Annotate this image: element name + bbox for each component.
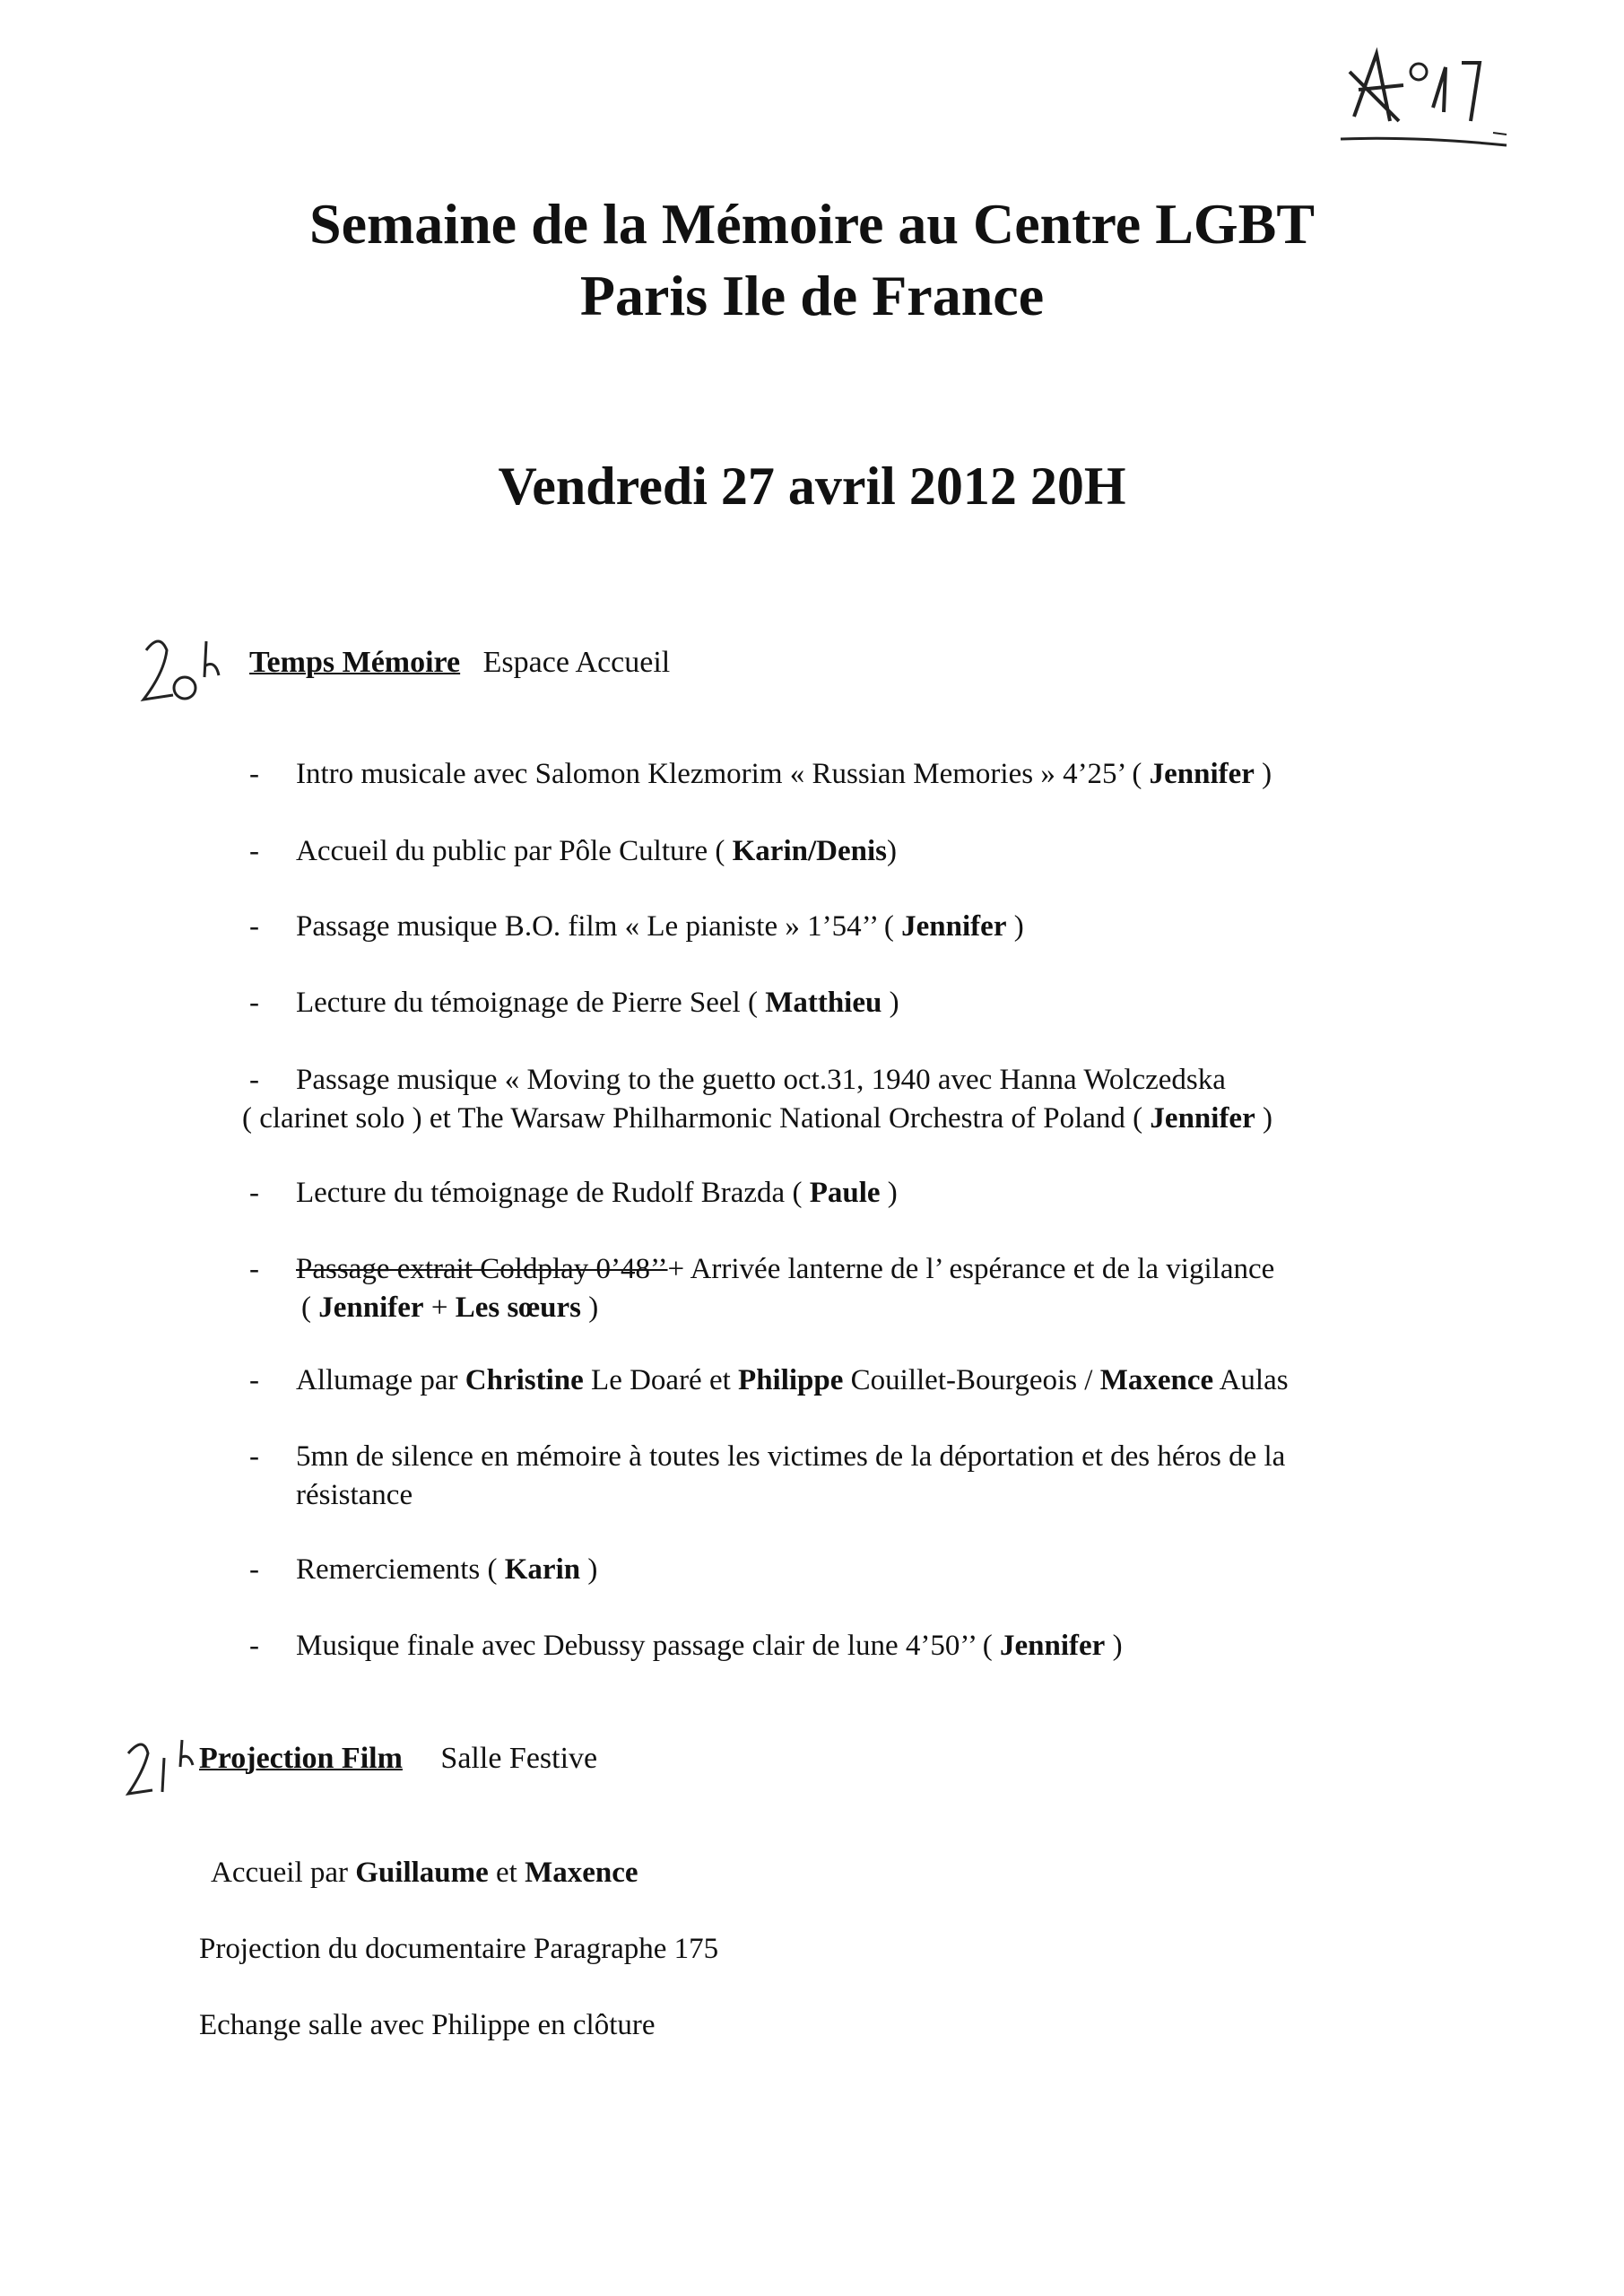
- item-text: Allumage par: [296, 1364, 465, 1396]
- list-item: [249, 832, 1505, 871]
- item-text: ( clarinet solo ) et The Warsaw Philharmonic National Orchestra of Poland (: [242, 1102, 1151, 1135]
- item-name: Maxence: [525, 1857, 638, 1889]
- handwritten-reference-mark: [1336, 36, 1524, 152]
- struck-text: Passage extrait Coldplay 0’48’’: [296, 1253, 668, 1285]
- list-dash: -: [249, 1364, 259, 1396]
- item-name: Jennifer: [1150, 1102, 1255, 1135]
- item-name: Karin: [504, 1553, 581, 1586]
- section-location: Espace Accueil: [482, 646, 671, 679]
- handwritten-time-21h: [121, 1731, 211, 1803]
- item-name: Matthieu: [765, 987, 882, 1019]
- item-name: Paule: [809, 1177, 881, 1209]
- item-name: Jennifer: [318, 1292, 424, 1324]
- projection-line3: Echange salle avec Philippe en clôture: [199, 2009, 656, 2041]
- item-name: Jennifer: [1149, 758, 1255, 790]
- list-item: [249, 908, 1505, 946]
- section-projection-header: [199, 1742, 597, 1776]
- list-item: [249, 1438, 1523, 1515]
- item-text: Intro musicale avec Salomon Klezmorim « Russian Memories » 4’25’ (: [296, 758, 1150, 790]
- list-dash: -: [249, 1064, 259, 1096]
- item-text: Lecture du témoignage de Pierre Seel (: [296, 987, 766, 1019]
- projection-line1: [211, 1857, 638, 1890]
- list-dash: -: [249, 1440, 259, 1473]
- list-item: [249, 1174, 1505, 1213]
- list-item: [249, 1627, 1505, 1665]
- list-dash: -: [249, 1177, 259, 1209]
- list-item: [249, 755, 1505, 794]
- item-text: + Arrivée lanterne de l’ espérance et de la vigilance: [667, 1253, 1275, 1285]
- list-item: [249, 984, 1505, 1022]
- item-text-end: ): [580, 1292, 599, 1324]
- section-heading: Temps Mémoire: [249, 646, 461, 679]
- handwritten-mark-drawing: [1336, 36, 1524, 152]
- list-item: [249, 1250, 1523, 1327]
- item-text: (: [301, 1292, 319, 1324]
- document-title-line1: Semaine de la Mémoire au Centre LGBT: [308, 192, 1316, 256]
- list-item: [249, 1551, 1505, 1589]
- section-heading: Projection Film: [199, 1742, 403, 1775]
- item-text: Le Doaré et: [583, 1364, 739, 1396]
- item-text: Musique finale avec Debussy passage clair de lune 4’50’’ (: [296, 1630, 1000, 1662]
- list-dash: -: [249, 758, 259, 790]
- list-dash: -: [249, 910, 259, 943]
- item-line1: 5mn de silence en mémoire à toutes les victimes de la déportation et des héros de la: [296, 1440, 1286, 1473]
- item-name: Maxence: [1099, 1364, 1214, 1396]
- item-text-end: ): [1006, 910, 1024, 943]
- handwritten-20h-drawing: [133, 632, 231, 713]
- item-line2: résistance: [296, 1479, 413, 1511]
- item-text: Accueil par: [211, 1857, 356, 1889]
- item-name: Jennifer: [1000, 1630, 1106, 1662]
- projection-line2: Projection du documentaire Paragraphe 175: [199, 1933, 719, 1965]
- item-name: Guillaume: [355, 1857, 489, 1889]
- item-text-end: ): [1255, 1102, 1272, 1135]
- item-text-end: ): [1254, 758, 1272, 790]
- item-name: Jennifer: [901, 910, 1007, 943]
- document-title-line2: Paris Ile de France: [579, 264, 1045, 327]
- list-dash: -: [249, 835, 259, 867]
- item-text: Passage musique B.O. film « Le pianiste » 1’54’’ (: [296, 910, 902, 943]
- list-item: [249, 1361, 1541, 1400]
- item-text-end: ): [1105, 1630, 1123, 1662]
- item-text-end: ): [880, 1177, 898, 1209]
- item-text: Aulas: [1213, 1364, 1289, 1396]
- list-dash: -: [249, 1253, 259, 1285]
- event-date: Vendredi 27 avril 2012 20H: [498, 457, 1126, 516]
- item-line2: [242, 1100, 1523, 1138]
- item-text-end: ): [881, 987, 899, 1019]
- item-text-end: ): [886, 835, 897, 867]
- item-text: et: [488, 1857, 525, 1889]
- item-text: Remerciements (: [296, 1553, 505, 1586]
- item-text-end: ): [580, 1553, 598, 1586]
- item-name: Les sœurs: [455, 1292, 581, 1324]
- handwritten-time-20h: [133, 632, 231, 713]
- item-text: +: [423, 1292, 456, 1324]
- list-dash: -: [249, 987, 259, 1019]
- item-text: Accueil du public par Pôle Culture (: [296, 835, 733, 867]
- item-line1: Passage musique « Moving to the guetto oct.31, 1940 avec Hanna Wolczedska: [296, 1064, 1226, 1096]
- list-item: [242, 1061, 1523, 1138]
- item-text: Couillet-Bourgeois /: [843, 1364, 1100, 1396]
- item-name: Karin/Denis: [732, 835, 887, 867]
- section-temps-memoire-header: [249, 646, 670, 680]
- section-location: Salle Festive: [440, 1742, 598, 1775]
- item-text: Lecture du témoignage de Rudolf Brazda (: [296, 1177, 810, 1209]
- item-name: Christine: [465, 1364, 584, 1396]
- list-dash: -: [249, 1553, 259, 1586]
- handwritten-21h-drawing: [121, 1731, 211, 1803]
- list-dash: -: [249, 1630, 259, 1662]
- item-name: Philippe: [738, 1364, 844, 1396]
